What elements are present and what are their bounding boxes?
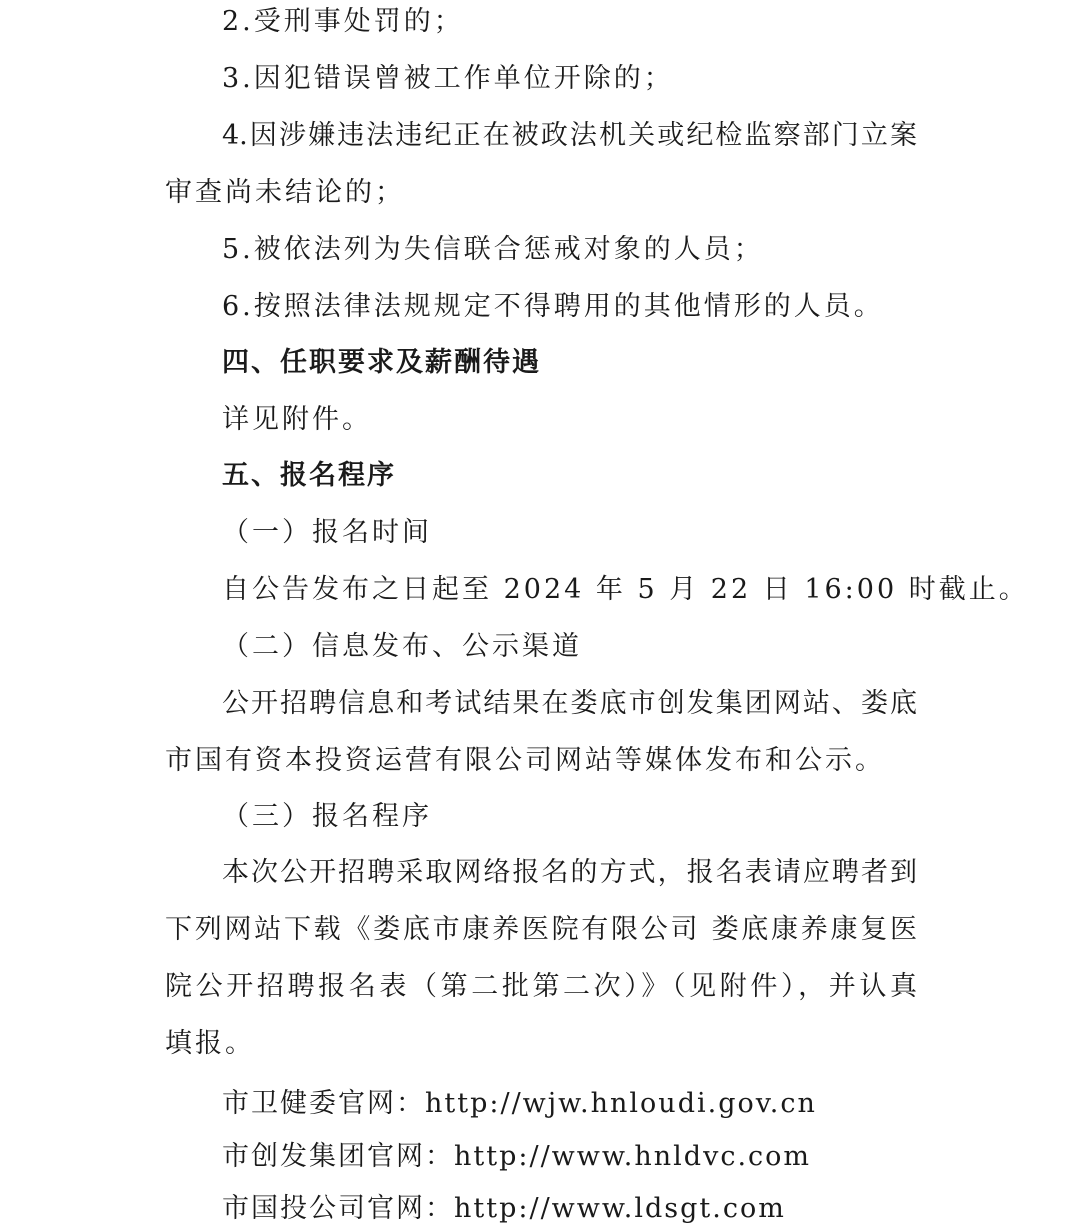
website-chuangfa-group[interactable]: 市创发集团官网：http://www.hnldvc.com bbox=[222, 1141, 812, 1172]
publication-channel-line-1: 公开招聘信息和考试结果在娄底市创发集团网站、娄底 bbox=[222, 688, 917, 719]
section-heading-4: 四、任职要求及薪酬待遇 bbox=[222, 347, 541, 378]
list-item-2: 2.受刑事处罚的； bbox=[222, 6, 464, 37]
subsection-heading-2: （二）信息发布、公示渠道 bbox=[222, 631, 582, 662]
list-item-4-line-1: 4.因涉嫌违法违纪正在被政法机关或纪检监察部门立案 bbox=[222, 120, 917, 151]
list-item-5: 5.被依法列为失信联合惩戒对象的人员； bbox=[222, 234, 764, 265]
subsection-heading-1: （一）报名时间 bbox=[222, 517, 432, 548]
subsection-heading-3: （三）报名程序 bbox=[222, 801, 432, 832]
website-state-investment[interactable]: 市国投公司官网：http://www.ldsgt.com bbox=[222, 1193, 786, 1224]
list-item-4-line-2: 审查尚未结论的； bbox=[165, 177, 405, 208]
registration-time-text: 自公告发布之日起至 2024 年 5 月 22 日 16:00 时截止。 bbox=[222, 574, 1029, 605]
list-item-3: 3.因犯错误曾被工作单位开除的； bbox=[222, 63, 674, 94]
procedure-line-3: 院公开招聘报名表（第二批第二次）》（见附件），并认真 bbox=[165, 971, 917, 1002]
publication-channel-line-2: 市国有资本投资运营有限公司网站等媒体发布和公示。 bbox=[165, 745, 885, 776]
procedure-line-1: 本次公开招聘采取网络报名的方式，报名表请应聘者到 bbox=[222, 857, 917, 888]
website-health-commission[interactable]: 市卫健委官网：http://wjw.hnloudi.gov.cn bbox=[222, 1088, 817, 1119]
procedure-line-2: 下列网站下载《娄底市康养医院有限公司 娄底康养康复医 bbox=[165, 914, 917, 945]
section-heading-5: 五、报名程序 bbox=[222, 460, 396, 491]
procedure-line-4: 填报。 bbox=[165, 1028, 255, 1059]
list-item-6: 6.按照法律法规规定不得聘用的其他情形的人员。 bbox=[222, 291, 884, 322]
section-4-body: 详见附件。 bbox=[222, 404, 372, 435]
